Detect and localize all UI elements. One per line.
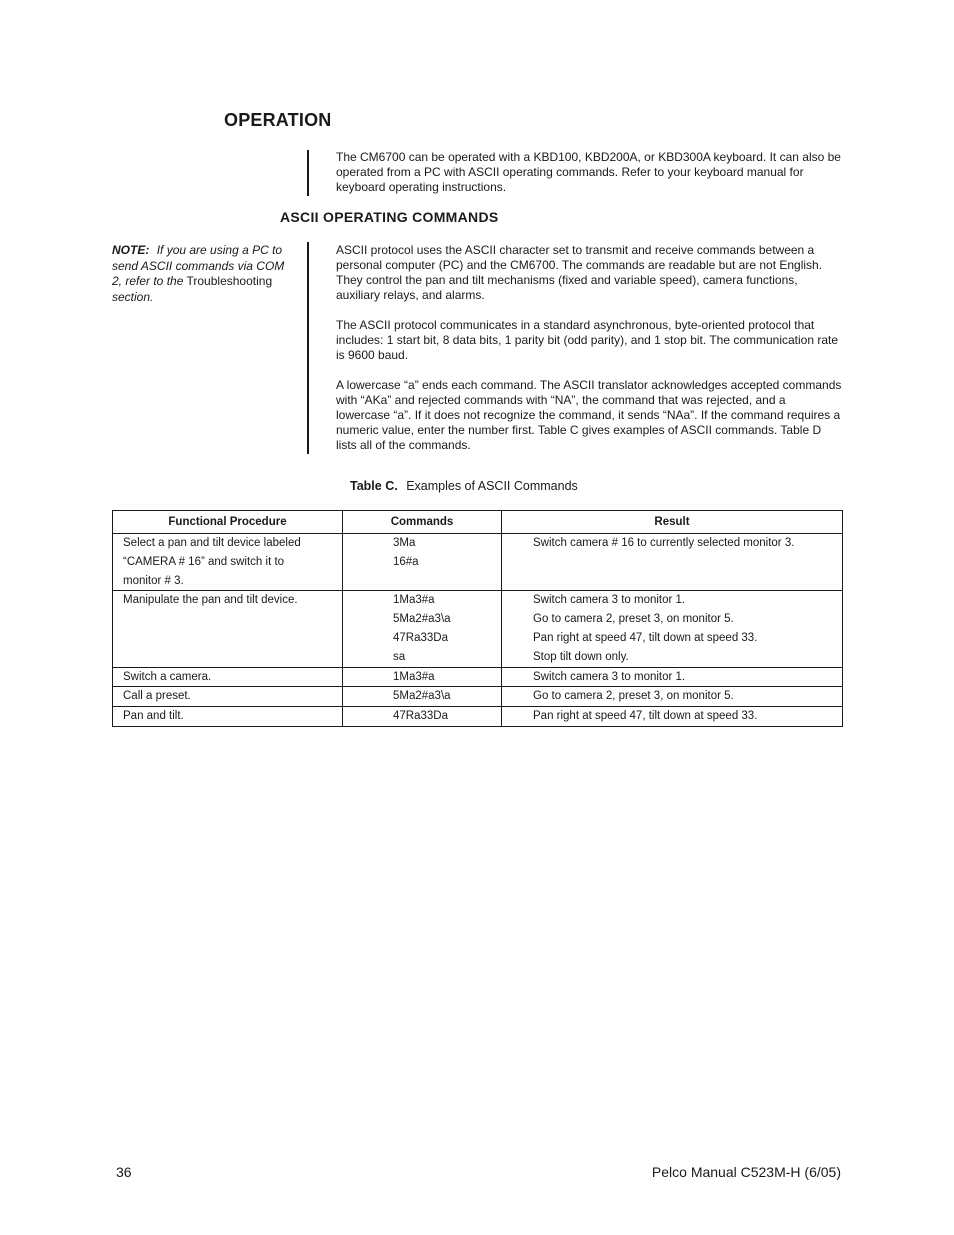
section-title: OPERATION: [224, 110, 332, 130]
procedure-line: “CAMERA # 16” and switch it to: [123, 555, 285, 568]
commands-cell: [343, 667, 502, 687]
table-caption-text: Examples of ASCII Commands: [406, 479, 578, 493]
page-number: 36: [116, 1164, 132, 1180]
result-line: Pan right at speed 47, tilt down at speed 33.: [533, 710, 758, 723]
commands-cell: [343, 707, 502, 727]
note-link-text: Troubleshooting: [186, 274, 273, 288]
commands-cell: [343, 591, 502, 667]
table-row: [113, 591, 843, 667]
table-row: [113, 667, 843, 687]
procedure-line: Switch a camera.: [123, 670, 212, 683]
result-line: Pan right at speed 47, tilt down at speed 33.: [533, 631, 758, 644]
table-caption-label: Table C.: [350, 479, 398, 493]
procedure-cell: [113, 591, 343, 667]
command-line: 47Ra33Da: [393, 710, 448, 723]
change-bar: [307, 150, 309, 196]
commands-cell: [343, 687, 502, 707]
result-line: Switch camera # 16 to currently selected monitor 3.: [533, 537, 795, 549]
procedure-cell: [113, 707, 343, 727]
note-text: If you are using a PC to send ASCII commands via COM 2, refer to the: [112, 243, 285, 288]
table-header-row: [113, 511, 843, 534]
note-text-end: section.: [112, 289, 154, 304]
result-cell: [502, 687, 843, 707]
body-paragraph: A lowercase “a” ends each command. The ASCII translator acknowledges accepted commands with “AKa” and rejected commands with “NA”, the command that was rejected, and a lowercase “a”. If it does not recognize the command, it sends “NAa”. If the command requires a numeric value, enter the number first. Table C gives examples of ASCII commands. Table D lists all of the commands.: [336, 378, 842, 452]
table-row: [113, 534, 843, 591]
header-commands: Commands: [343, 511, 502, 534]
procedure-line: Manipulate the pan and tilt device.: [123, 594, 298, 607]
body-paragraph: The ASCII protocol communicates in a standard asynchronous, byte-oriented protocol that includes: 1 start bit, 8 data bits, 1 parity bit (odd parity), and 1 stop bit. The communication rate is 9600 baud.: [336, 318, 839, 362]
result-cell: [502, 667, 843, 687]
procedure-line: Select a pan and tilt device labeled: [123, 537, 301, 549]
procedure-line: Pan and tilt.: [123, 710, 184, 723]
result-line: Go to camera 2, preset 3, on monitor 5.: [533, 690, 734, 703]
commands-cell: [343, 534, 502, 591]
result-cell: [502, 591, 843, 667]
command-line: 3Ma: [393, 537, 416, 549]
procedure-cell: [113, 534, 343, 591]
command-line: 16#a: [393, 555, 419, 568]
table-caption: [350, 479, 578, 493]
procedure-cell: [113, 667, 343, 687]
result-line: Switch camera 3 to monitor 1.: [533, 670, 686, 683]
manual-reference: Pelco Manual C523M-H (6/05): [651, 1164, 841, 1180]
result-cell: [502, 534, 843, 591]
table-row: [113, 707, 843, 727]
command-line: sa: [393, 650, 406, 663]
command-line: 1Ma3#a: [393, 594, 435, 607]
ascii-commands-table: [112, 510, 843, 727]
header-result: Result: [502, 511, 843, 534]
header-functional-procedure: Functional Procedure: [113, 511, 343, 534]
command-line: 5Ma2#a3\a: [393, 690, 451, 703]
result-line: Switch camera 3 to monitor 1.: [533, 594, 686, 607]
command-line: 1Ma3#a: [393, 670, 435, 683]
procedure-line: monitor # 3.: [123, 574, 184, 587]
procedure-cell: [113, 687, 343, 707]
side-note: [112, 243, 292, 305]
table-row: [113, 687, 843, 707]
intro-paragraph: The CM6700 can be operated with a KBD100, KBD200A, or KBD300A keyboard. It can also be operated from a PC with ASCII operating commands. Refer to your keyboard manual for keyboard operating instructions.: [336, 150, 841, 194]
command-line: 47Ra33Da: [393, 631, 448, 644]
result-cell: [502, 707, 843, 727]
procedure-line: Call a preset.: [123, 690, 191, 703]
note-label: NOTE:: [112, 243, 150, 257]
result-line: Go to camera 2, preset 3, on monitor 5.: [533, 613, 734, 626]
change-bar: [307, 242, 309, 454]
subsection-title: ASCII OPERATING COMMANDS: [280, 209, 499, 225]
command-line: 5Ma2#a3\a: [393, 613, 451, 626]
result-line: Stop tilt down only.: [533, 650, 629, 663]
body-paragraph: ASCII protocol uses the ASCII character set to transmit and receive commands between a personal computer (PC) and the CM6700. The commands are readable but are not English. They control the pan and tilt mechanisms (fixed and variable speed), camera functions, auxiliary relays, and alarms.: [336, 243, 823, 302]
